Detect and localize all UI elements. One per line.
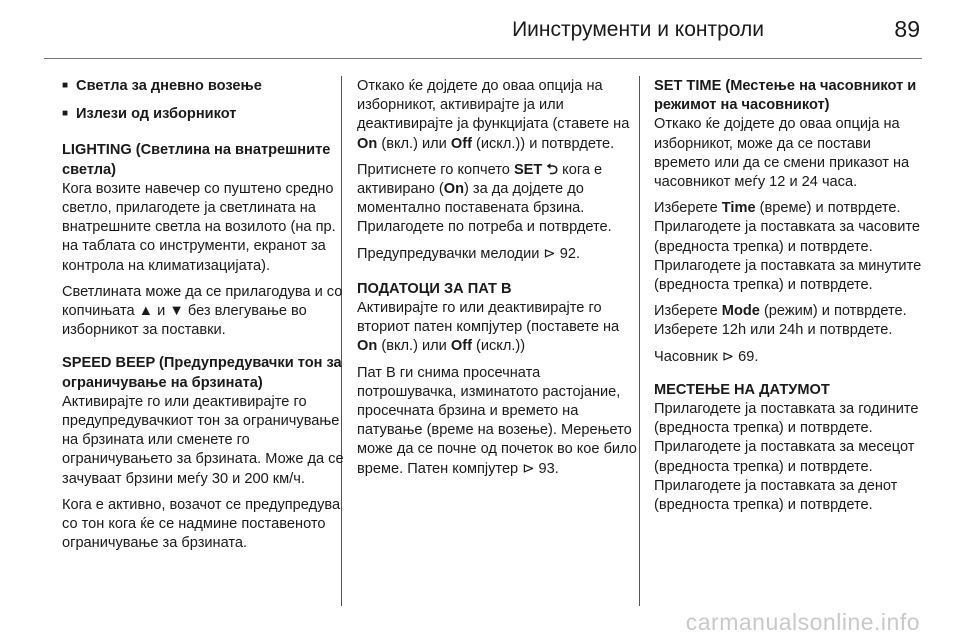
text-run: (искл.)) и потврдете.: [471, 135, 615, 152]
text-run: Активирајте го или деактивирајте го вториот патен компјутер (поставете на: [357, 300, 620, 336]
section-heading: МЕСТЕЊЕ НА ДАТУМОТ: [654, 381, 830, 398]
section-heading: SET TIME (Местење на часовникот и режимот на часовникот): [654, 78, 917, 114]
bullet-item: ■ Светла за дневно возење: [62, 77, 346, 97]
page-header-title: Иинструменти и контроли: [512, 18, 764, 41]
section-lighting: [62, 141, 346, 340]
section-speed-beep: [62, 354, 346, 553]
column-2: [357, 77, 641, 493]
paragraph: Кога е активно, возачот се предупредува со тон кога ќе се надмине поставеното ограничување за брзината.: [62, 496, 341, 552]
text-run: Изберете: [654, 200, 722, 217]
mode-option: Mode: [721, 303, 760, 320]
paragraph: Кога возите навечер со пуштено средно светло, прилагодете ја светлината на внатрешните светла на возилото (на пр. на таблата со инструменти, екранот за контрола на климатизацијата).: [62, 180, 336, 274]
paragraph: [357, 161, 641, 238]
column-1: [62, 77, 346, 567]
paragraph: Предупредувачки мелодии ⊳ 92.: [357, 245, 581, 262]
column-3: [654, 77, 924, 529]
text-run: (вкл.) или: [377, 135, 451, 152]
paragraph: [357, 77, 641, 154]
text-run: Изберете: [654, 303, 722, 320]
set-button-label: SET ⮌: [513, 161, 559, 178]
section-set-time: [654, 77, 924, 367]
paragraph: Светлината може да се прилагодува и со копчињата ▲ и ▼ без влегување во изборникот за поставки.: [62, 283, 343, 339]
on-value: On: [357, 135, 378, 152]
text-run: (режим) и потврдете. Изберете 12h или 24h и потврдете.: [654, 303, 907, 339]
on-value: On: [357, 338, 378, 355]
off-value: Off: [450, 135, 472, 152]
paragraph: Активирајте го или деактивирајте го предупредувачкиот тон за ограничување на брзината или сменете го ограничувањето за брзината. Може да се зачуваат брзини меѓу 30 и 200 км/ч.: [62, 393, 344, 487]
paragraph: [654, 199, 924, 295]
bullet-item: ■ Излези од изборникот: [62, 105, 346, 125]
text-run: (вкл.) или: [377, 338, 451, 355]
text-run: ) за да дојдете до моментално поставената брзина. Прилагодете по потреба и потврдете.: [357, 181, 612, 236]
section-trip-b: [357, 280, 641, 479]
text-run: Откако ќе дојдете до оваа опција на изборникот, активирајте ја или деактивирајте ја функцијата (ставете на: [357, 78, 630, 133]
text-run: кога е активирано (: [357, 161, 603, 198]
off-value: Off: [450, 338, 472, 355]
on-value: On: [443, 181, 465, 198]
paragraph: [357, 299, 641, 357]
paragraph: Прилагодете ја поставката за годините (вредноста трепка) и потврдете. Прилагодете ја поставката за месецот (вредноста трепка) и потврдете. Прилагодете ја поставката за денот (вредноста трепка) и потврдете.: [654, 401, 919, 514]
section-heading: SPEED BEEP (Предупредувачки тон за ограничување на брзината): [62, 355, 342, 391]
paragraph: Часовник ⊳ 69.: [654, 348, 759, 365]
section-heading: LIGHTING (Светлина на внатрешните светла): [62, 142, 331, 178]
paragraph: Пат B ги снима просечната потрошувачка, изминатото растојание, просечната брзина и времето на патување (време на возење). Мерењето може да се почне од почеток во кое било време. Патен компјутер ⊳ 93.: [357, 364, 637, 477]
section-set-date: [654, 381, 924, 515]
text-run: (искл.)): [471, 338, 526, 355]
section-heading: ПОДАТОЦИ ЗА ПАТ B: [357, 280, 512, 297]
time-option: Time: [721, 200, 756, 217]
text-run: (време) и потврдете. Прилагодете ја поставката за часовите (вредноста трепка) и потврдете. Прилагодете ја поставката за минутите (вредноста трепка) и потврдете.: [654, 200, 922, 294]
watermark: carmanualsonline.info: [685, 609, 920, 635]
paragraph: Откако ќе дојдете до оваа опција на изборникот, може да се постави времето или да се смени приказот на часовникот меѓу 12 и 24 часа.: [654, 116, 910, 191]
text-run: Притиснете го копчето: [357, 161, 514, 178]
header-divider: [44, 58, 922, 59]
page-number: 89: [894, 16, 920, 42]
paragraph: [654, 302, 924, 340]
